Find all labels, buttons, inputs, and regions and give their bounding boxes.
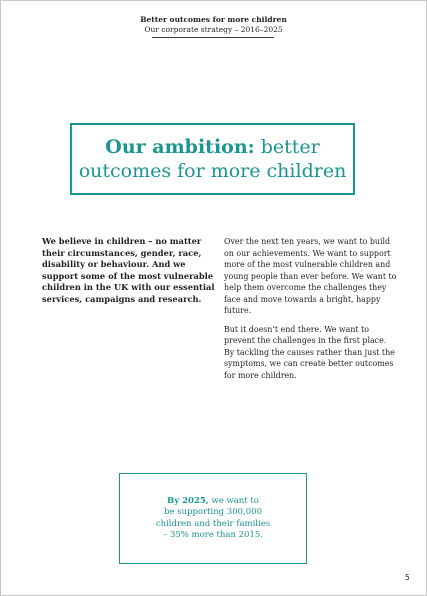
target-line-1 bbox=[167, 496, 259, 508]
header-title: Better outcomes for more children bbox=[140, 15, 287, 24]
target-line-4: – 35% more than 2015. bbox=[163, 530, 263, 540]
strategy-paragraph: Over the next ten years, we want to build on our achievements. We want to support more of the most vulnerable children and young people than ever before. We want to help them overcome the challenges they face and move towards a bright, happy future. bbox=[224, 237, 397, 315]
page-number: 5 bbox=[405, 573, 410, 582]
page-header bbox=[0, 15, 427, 35]
header-subtitle: Our corporate strategy – 2016–2025 bbox=[144, 25, 283, 34]
target-line-2: be supporting 300,000 bbox=[164, 507, 262, 517]
header-divider bbox=[152, 37, 274, 38]
ambition-line-1 bbox=[105, 135, 319, 159]
target-line-1-rest: we want to bbox=[211, 495, 259, 506]
belief-statement: We believe in children – no matter their circumstances, gender, race, disability or behaviour. And we support some of the most vulnerable children in the UK with our essential services, campaigns and research. bbox=[42, 236, 215, 304]
target-year: By 2025, bbox=[167, 495, 209, 506]
ambition-heading-box bbox=[70, 123, 355, 195]
ambition-rest: better bbox=[260, 136, 320, 158]
ambition-lead: Our ambition: bbox=[105, 136, 255, 158]
strategy-paragraph: But it doesn’t end there. We want to prevent the challenges in the first place. By tackling the causes rather than just the symptoms, we can create better outcomes for more children. bbox=[224, 324, 395, 380]
target-callout-box bbox=[119, 473, 307, 564]
strategy-text bbox=[224, 236, 399, 388]
ambition-line-2: outcomes for more children bbox=[78, 160, 347, 182]
target-line-3: children and their families bbox=[155, 518, 271, 529]
